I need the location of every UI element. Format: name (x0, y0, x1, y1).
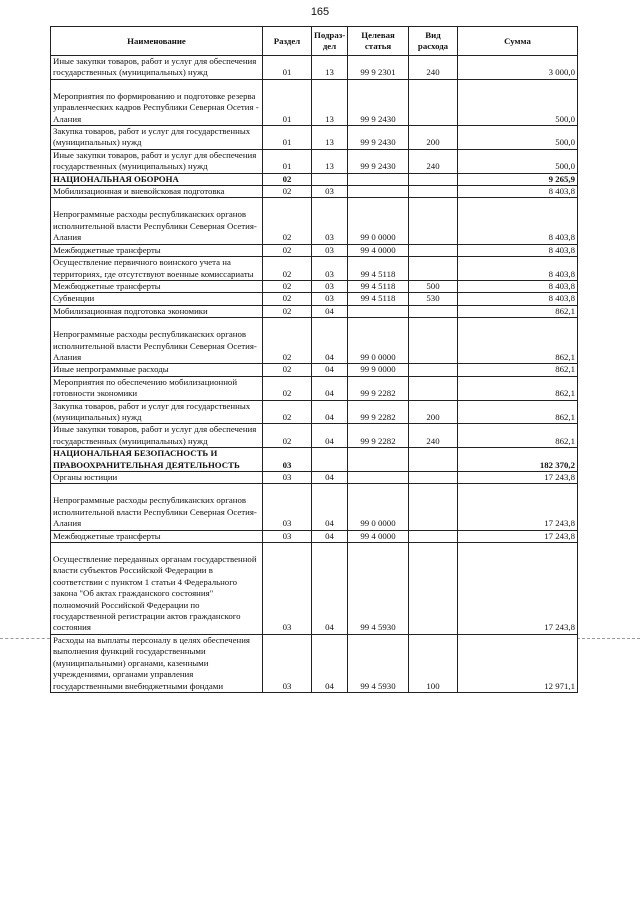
row-amount: 3 000,0 (458, 56, 578, 80)
header-name: Наименование (51, 27, 263, 56)
row-target-article: 99 0 0000 (348, 484, 409, 530)
row-subsection (312, 173, 348, 185)
row-target-article: 99 9 2430 (348, 79, 409, 125)
row-section: 02 (263, 198, 312, 244)
row-section: 03 (263, 634, 312, 692)
row-subsection: 04 (312, 400, 348, 424)
row-subsection: 04 (312, 376, 348, 400)
row-subsection: 13 (312, 56, 348, 80)
row-name: Иные непрограммные расходы (51, 364, 263, 376)
row-subsection: 03 (312, 293, 348, 305)
row-name: Мобилизационная и вневойсковая подготовка (51, 186, 263, 198)
table-row (51, 530, 578, 542)
table-row (51, 79, 578, 125)
table-row (51, 424, 578, 448)
row-subsection: 13 (312, 79, 348, 125)
row-target-article: 99 4 5118 (348, 280, 409, 292)
table-row (51, 280, 578, 292)
row-section: 01 (263, 126, 312, 150)
table-row (51, 484, 578, 530)
row-section: 02 (263, 376, 312, 400)
table-row (51, 149, 578, 173)
row-name: Закупка товаров, работ и услуг для государственных (муниципальных) нужд (51, 126, 263, 150)
row-target-article (348, 448, 409, 472)
row-amount: 182 370,2 (458, 448, 578, 472)
row-name: Мобилизационная подготовка экономики (51, 305, 263, 317)
row-expense-type (409, 305, 458, 317)
row-subsection: 03 (312, 244, 348, 256)
row-expense-type: 530 (409, 293, 458, 305)
row-name: Осуществление первичного воинского учета на территориях, где отсутствуют военные комиссариаты (51, 257, 263, 281)
cut-line-right (577, 638, 640, 639)
row-amount: 17 243,8 (458, 543, 578, 635)
header-target-article: Целевая статья (348, 27, 409, 56)
table-row (51, 634, 578, 692)
row-expense-type: 200 (409, 126, 458, 150)
header-section: Раздел (263, 27, 312, 56)
row-expense-type (409, 244, 458, 256)
row-expense-type (409, 318, 458, 364)
table-row (51, 126, 578, 150)
row-target-article: 99 9 2282 (348, 424, 409, 448)
row-target-article (348, 186, 409, 198)
row-amount: 8 403,8 (458, 257, 578, 281)
row-amount: 862,1 (458, 376, 578, 400)
row-name: Органы юстиции (51, 472, 263, 484)
row-amount: 17 243,8 (458, 530, 578, 542)
row-name: НАЦИОНАЛЬНАЯ ОБОРОНА (51, 173, 263, 185)
table-row (51, 173, 578, 185)
page-number: 165 (310, 6, 330, 18)
row-subsection: 04 (312, 424, 348, 448)
header-amount: Сумма (458, 27, 578, 56)
row-section: 02 (263, 186, 312, 198)
row-target-article: 99 4 5118 (348, 293, 409, 305)
row-expense-type (409, 186, 458, 198)
row-section: 02 (263, 173, 312, 185)
row-expense-type (409, 364, 458, 376)
row-target-article (348, 305, 409, 317)
table-row (51, 376, 578, 400)
row-section: 02 (263, 305, 312, 317)
row-amount: 500,0 (458, 149, 578, 173)
row-expense-type (409, 484, 458, 530)
row-section: 03 (263, 448, 312, 472)
table-row (51, 198, 578, 244)
row-amount: 8 403,8 (458, 244, 578, 256)
row-section: 03 (263, 472, 312, 484)
row-subsection: 04 (312, 318, 348, 364)
header-subsection: Подраз-дел (312, 27, 348, 56)
row-target-article: 99 4 5930 (348, 634, 409, 692)
table-row (51, 400, 578, 424)
budget-table (50, 26, 578, 693)
row-section: 02 (263, 318, 312, 364)
row-section: 01 (263, 56, 312, 80)
row-expense-type (409, 173, 458, 185)
row-subsection: 04 (312, 484, 348, 530)
row-expense-type (409, 79, 458, 125)
row-expense-type (409, 376, 458, 400)
row-amount: 862,1 (458, 424, 578, 448)
row-expense-type (409, 448, 458, 472)
row-amount: 862,1 (458, 305, 578, 317)
table-row (51, 448, 578, 472)
row-subsection: 04 (312, 634, 348, 692)
table-row (51, 257, 578, 281)
row-name: Межбюджетные трансферты (51, 530, 263, 542)
row-section: 02 (263, 244, 312, 256)
row-section: 02 (263, 424, 312, 448)
table-row (51, 293, 578, 305)
table-row (51, 56, 578, 80)
row-amount: 8 403,8 (458, 198, 578, 244)
row-name: Мероприятия по обеспечению мобилизационной готовности экономики (51, 376, 263, 400)
row-name: НАЦИОНАЛЬНАЯ БЕЗОПАСНОСТЬ И ПРАВООХРАНИТЕЛЬНАЯ ДЕЯТЕЛЬНОСТЬ (51, 448, 263, 472)
row-amount: 862,1 (458, 400, 578, 424)
row-amount: 8 403,8 (458, 293, 578, 305)
row-section: 02 (263, 280, 312, 292)
row-name: Иные закупки товаров, работ и услуг для обеспечения государственных (муниципальных) нужд (51, 424, 263, 448)
row-subsection: 04 (312, 305, 348, 317)
cut-line-left (0, 638, 50, 639)
row-name: Субвенции (51, 293, 263, 305)
row-subsection (312, 448, 348, 472)
row-expense-type (409, 257, 458, 281)
row-target-article: 99 4 0000 (348, 530, 409, 542)
row-section: 01 (263, 79, 312, 125)
table-row (51, 244, 578, 256)
row-expense-type (409, 472, 458, 484)
row-amount: 8 403,8 (458, 280, 578, 292)
row-expense-type: 240 (409, 149, 458, 173)
row-subsection: 04 (312, 530, 348, 542)
row-name: Закупка товаров, работ и услуг для государственных (муниципальных) нужд (51, 400, 263, 424)
row-target-article: 99 9 2282 (348, 400, 409, 424)
row-amount: 12 971,1 (458, 634, 578, 692)
row-section: 02 (263, 400, 312, 424)
row-subsection: 04 (312, 364, 348, 376)
row-target-article: 99 4 5118 (348, 257, 409, 281)
row-amount: 500,0 (458, 79, 578, 125)
row-subsection: 03 (312, 198, 348, 244)
row-subsection: 04 (312, 543, 348, 635)
row-target-article: 99 9 2430 (348, 126, 409, 150)
row-amount: 862,1 (458, 364, 578, 376)
row-amount: 17 243,8 (458, 484, 578, 530)
table-row (51, 305, 578, 317)
row-target-article: 99 9 2282 (348, 376, 409, 400)
row-section: 02 (263, 257, 312, 281)
row-expense-type (409, 530, 458, 542)
row-name: Мероприятия по формированию и подготовке резерва управленческих кадров Республики Северная Осетия - Алания (51, 79, 263, 125)
row-target-article: 99 0 0000 (348, 318, 409, 364)
row-subsection: 13 (312, 149, 348, 173)
row-subsection: 03 (312, 186, 348, 198)
row-target-article: 99 4 0000 (348, 244, 409, 256)
row-subsection: 03 (312, 257, 348, 281)
row-section: 03 (263, 484, 312, 530)
row-name: Непрограммные расходы республиканских органов исполнительной власти Республики Северная Осетия-Алания (51, 198, 263, 244)
row-expense-type: 200 (409, 400, 458, 424)
row-target-article: 99 9 2430 (348, 149, 409, 173)
row-expense-type (409, 198, 458, 244)
header-expense-type: Вид расхода (409, 27, 458, 56)
row-expense-type: 500 (409, 280, 458, 292)
table-header-row (51, 27, 578, 56)
table-row (51, 186, 578, 198)
row-name: Иные закупки товаров, работ и услуг для обеспечения государственных (муниципальных) нужд (51, 56, 263, 80)
row-target-article: 99 4 5930 (348, 543, 409, 635)
row-amount: 9 265,9 (458, 173, 578, 185)
row-amount: 17 243,8 (458, 472, 578, 484)
row-expense-type: 240 (409, 56, 458, 80)
row-subsection: 13 (312, 126, 348, 150)
table-row (51, 318, 578, 364)
row-target-article (348, 472, 409, 484)
table-row (51, 543, 578, 635)
row-expense-type: 100 (409, 634, 458, 692)
row-section: 02 (263, 293, 312, 305)
row-name: Межбюджетные трансферты (51, 244, 263, 256)
row-name: Расходы на выплаты персоналу в целях обеспечения выполнения функций государственными (муниципальными) органами, казенными учреждениями, органами управления государственными внебюджетными фондами (51, 634, 263, 692)
row-target-article: 99 0 0000 (348, 198, 409, 244)
row-section: 02 (263, 364, 312, 376)
row-amount: 500,0 (458, 126, 578, 150)
row-target-article: 99 9 0000 (348, 364, 409, 376)
table-row (51, 364, 578, 376)
row-subsection: 04 (312, 472, 348, 484)
row-section: 03 (263, 530, 312, 542)
row-expense-type (409, 543, 458, 635)
row-section: 01 (263, 149, 312, 173)
row-name: Осуществление переданных органам государственной власти субъектов Российской Федерации в соответствии с пунктом 1 статьи 4 Федерального закона "Об актах гражданского состояния" полномочий Российской Федерации по государственной регистрации актов гражданского состояния (51, 543, 263, 635)
row-section: 03 (263, 543, 312, 635)
row-name: Непрограммные расходы республиканских органов исполнительной власти Республики Северная Осетия-Алания (51, 484, 263, 530)
table-row (51, 472, 578, 484)
row-target-article: 99 9 2301 (348, 56, 409, 80)
row-name: Межбюджетные трансферты (51, 280, 263, 292)
row-expense-type: 240 (409, 424, 458, 448)
row-amount: 862,1 (458, 318, 578, 364)
row-name: Непрограммные расходы республиканских органов исполнительной власти Республики Северная Осетия-Алания (51, 318, 263, 364)
row-target-article (348, 173, 409, 185)
row-name: Иные закупки товаров, работ и услуг для обеспечения государственных (муниципальных) нужд (51, 149, 263, 173)
row-amount: 8 403,8 (458, 186, 578, 198)
row-subsection: 03 (312, 280, 348, 292)
